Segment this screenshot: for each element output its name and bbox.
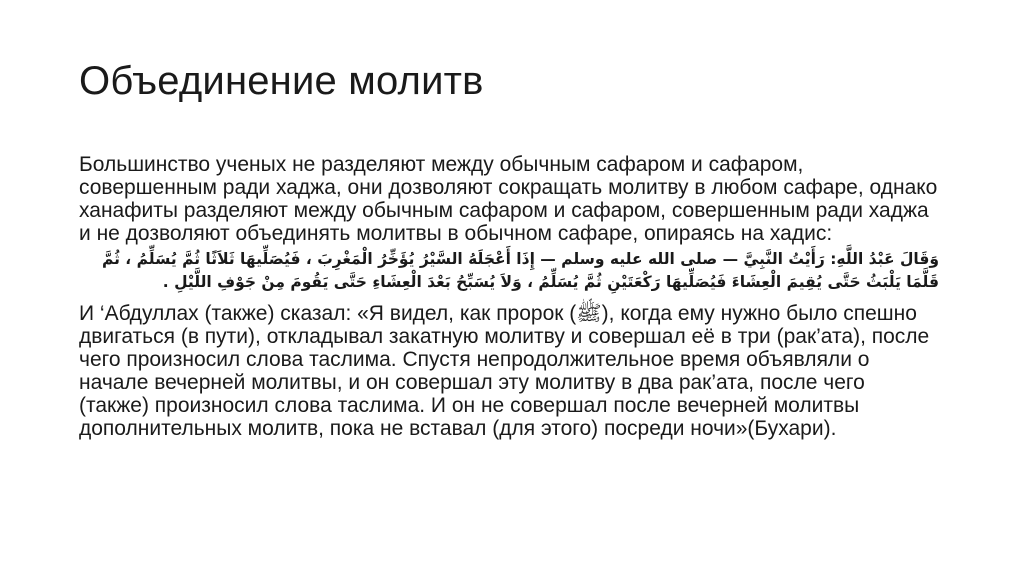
- arabic-hadith-text: وَقَالَ عَبْدُ اللَّهِ: رَأَيْتُ النَّبِيَّ — صلى الله عليه وسلم — إِذَا أَعْجَلَهُ السَّيْرُ يُؤَخِّرُ الْمَغْرِبَ ، فَيُصَلِّيهَا ثَلاَثًا ثُمَّ يُسَلِّمُ ، ثُمَّ قَلَّمَا يَلْبَثُ حَتَّى يُقِيمَ الْعِشَاءَ فَيُصَلِّيهَا رَكْعَتَيْنِ ثُمَّ يُسَلِّمُ ، وَلاَ يُسَبِّحُ بَعْدَ الْعِشَاءِ حَتَّى يَقُومَ مِنْ جَوْفِ اللَّيْلِ .: [101, 250, 939, 291]
- translation-paragraph: И ‘Абдуллах (также) сказал: «Я видел, как пророк (ﷺ), когда ему нужно было спешно двигаться (в пути), откладывал закатную молитву и совершал её в три (рак’ата), после чего произносил слова таслима. Спустя непродолжительное время объявляли о начале вечерней молитвы, и он совершал эту молитву в два рак’ата, после чего (также) произносил слова таслима. И он не совершал после вечерней молитвы дополнительных молитв, пока не вставал (для этого) посреди ночи»(Бухари).: [79, 302, 930, 440]
- slide-title: Объединение молитв: [79, 59, 484, 103]
- slide-body: [79, 153, 939, 440]
- intro-paragraph: Большинство ученых не разделяют между обычным сафаром и сафаром, совершенным ради хаджа, они дозволяют сокращать молитву в любом сафаре, однако ханафиты разделяют между обычным сафаром и сафаром, совершенным ради хаджа и не дозволяют объединять молитвы в обычном сафаре, опираясь на хадис:: [79, 153, 938, 245]
